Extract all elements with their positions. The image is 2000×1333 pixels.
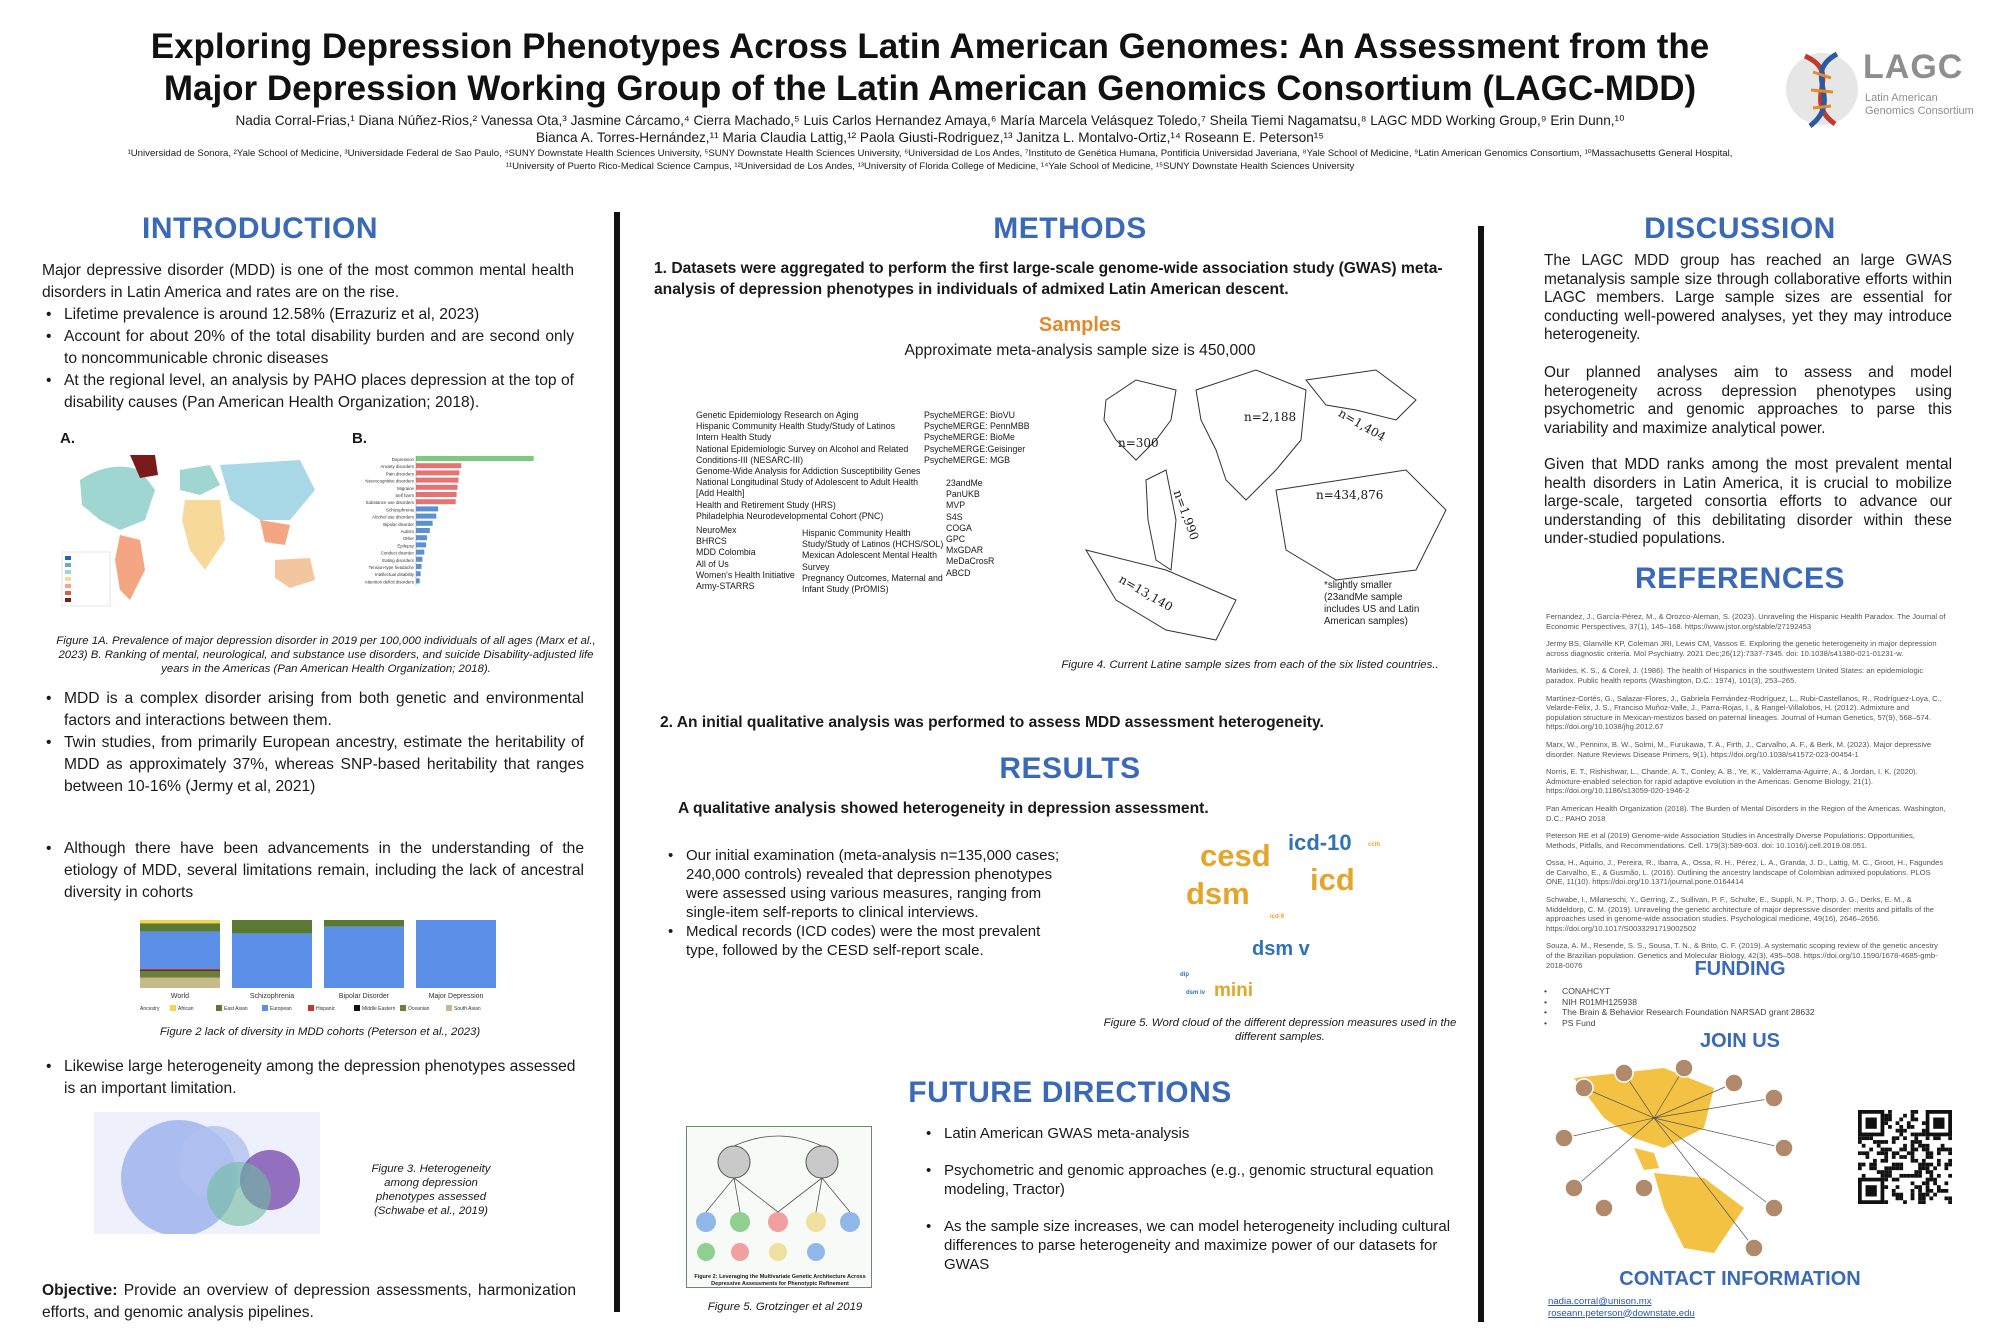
list-item: Intern Health Study [696, 432, 772, 443]
bar-label: Substance use disorders [365, 500, 414, 506]
list-item: • Although there have been advancements in the understanding of the etiology of MDD, several limitations remain, including the lack of ancestral diversity in cohorts [42, 838, 584, 904]
objective [42, 1280, 576, 1324]
authors-line-2: Bianca A. Torres-Hernández,¹¹ Maria Claudia Lattig,¹² Paola Giusti-Rodriguez,¹³ Janitza L. Montalvo-Ortiz,¹⁴ Roseann E. Peterson¹⁵ [536, 130, 1324, 145]
word: dsm v [1252, 938, 1310, 960]
collaborator-network-map [1544, 1058, 1804, 1258]
reference-item: Ossa, H., Aquino, J., Pereira, R., Ibarra, A., Ossa, R. H., Pérez, L. A., Granda, J. D., Lattig, M. C., Groot, H., Fagundes de Carvalho, E., & Gusmão, L. (2016). Outlining the ancestry landscape of Colombian admixed populations. PLOS ONE, 11(10). https://doi.org/10.1371/journal.pone.0164414 [1546, 858, 1944, 887]
list-item: • MDD is a complex disorder arising from both genetic and environmental factors and interactions between them. [42, 688, 584, 732]
funding-list [1540, 986, 1940, 1028]
bar [416, 485, 458, 490]
email-link-1[interactable]: nadia.corral@unison.mx [1548, 1296, 1652, 1307]
list-item: Genetic Epidemiology Research on Aging [696, 410, 859, 420]
stack-segment [324, 920, 404, 927]
references-heading: REFERENCES [1634, 562, 1846, 595]
bar-label: Bipolar disorder [383, 521, 414, 527]
list-item: COGA [946, 522, 972, 533]
word: icd-9 [1270, 914, 1285, 920]
column-divider-right [1478, 226, 1484, 1322]
world-prevalence-map [60, 450, 330, 610]
map-label-pr: n=1,404 [1335, 405, 1389, 445]
bar [416, 499, 456, 504]
list-item: Hispanic Community Health Study/Study of Latinos (HCHS/SOL) [802, 528, 944, 550]
intro-bullets-1 [42, 304, 574, 414]
cohort-list-latam [696, 525, 806, 592]
bar [416, 564, 422, 569]
chile-outline [1146, 470, 1176, 570]
bar [416, 456, 534, 461]
bar [416, 463, 461, 468]
reference-item: Norris, E. T., Rishishwar, L., Chande, A. T., Conley, A. B., Ye, K., Valderrama-Aguirre, A., & Jordan, I. K. (2020). Admixture-enabled selection for rapid adaptive evolution in the Americas. Genome Biology, 21(1). https://doi.org/10.1186/s13059-020-1946-2 [1546, 767, 1918, 796]
list-item: S4S [946, 511, 963, 522]
bar [416, 521, 433, 526]
map-label-colombia: n=300 [1118, 436, 1159, 450]
objective-label: Objective: [42, 1282, 118, 1299]
list-item: 23andMe [946, 478, 983, 488]
intro-para: Major depressive disorder (MDD) is one of the most common mental health disorders in Latin America and rates are on the rise. [42, 262, 574, 301]
map-label-usa: n=434,876 [1316, 488, 1384, 502]
list-item: MxGDAR [946, 545, 984, 556]
list-item: Mexican Adolescent Mental Health Survey [802, 550, 937, 572]
list-item: PanUKB [946, 489, 980, 500]
methods-point-1: 1. Datasets were aggregated to perform the first large-scale genome-wide association study (GWAS) meta-analysis of depression phenotypes in individuals of admixed Latin American descent. [654, 260, 1443, 298]
list-item: BHRCS [696, 536, 727, 547]
list-item: • Psychometric and genomic approaches (e.g., genomic structural equation modeling, Tractor) [922, 1161, 1452, 1199]
qr-code[interactable] [1858, 1110, 1952, 1204]
legend-label: South Asian [454, 1006, 481, 1012]
list-item: • As the sample size increases, we can model heterogeneity including cultural differences to parse heterogeneity and maximize power of our datasets for GWAS [922, 1217, 1452, 1274]
contact-emails [1548, 1296, 1695, 1319]
category-label: Schizophrenia [249, 993, 295, 1000]
bar [416, 514, 436, 519]
bar-label: Autism [400, 529, 414, 534]
logo-name: LAGC [1863, 48, 1964, 86]
list-item: PsycheMERGE: BioVU [924, 410, 1015, 420]
list-item: • Likewise large heterogeneity among the depression phenotypes assessed is an important limitation. [42, 1056, 584, 1100]
legend-swatch [354, 1005, 360, 1011]
legend-swatch [400, 1005, 406, 1011]
objective-text: Provide an overview of depression assessments, harmonization efforts, and genomic analysis pipelines. [42, 1282, 576, 1321]
word: cesd [1200, 838, 1271, 873]
stack-segment [324, 927, 404, 988]
list-item: • Medical records (ICD codes) were the most prevalent type, followed by the CESD self-report scale. [664, 922, 1074, 960]
logo-sub-line-2: Genomics Consortium [1865, 105, 1974, 117]
stack-segment [140, 978, 220, 988]
intro-bullet-3 [42, 838, 584, 904]
legend-swatch [262, 1005, 268, 1011]
list-item: Health and Retirement Study (HRS) [696, 499, 836, 510]
legend-swatch [446, 1005, 452, 1011]
list-item: National Longitudinal Study of Adolescent to Adult Health [Add Health] [696, 477, 919, 499]
bar-label: Alcohol use disorders [372, 514, 414, 520]
future-heading: FUTURE DIRECTIONS [908, 1076, 1232, 1109]
map-label-chile: n=1,990 [1170, 488, 1202, 542]
bar-label: Pain disorders [385, 471, 414, 477]
legend-label: Middle Eastern [362, 1006, 396, 1012]
author-list [60, 112, 1800, 146]
reference-item: Marx, W., Penninx, B. W., Solmi, M., Furukawa, T. A., Firth, J., Carvalho, A. F., & Berk, M. (2023). Major depressive disorder. Nature Reviews Disease Primers, 9(1). https://doi.org/10.1038/s41572-023-00454-1 [1546, 739, 1932, 759]
discussion-heading: DISCUSSION [1644, 212, 1836, 245]
cohort-list-us [696, 410, 936, 522]
fig1-label-b: B. [352, 430, 367, 447]
list-item: Genome-Wide Analysis for Addiction Susceptibility Genes [696, 466, 921, 477]
legend-swatch [216, 1005, 222, 1011]
fig1-caption: Figure 1A. Prevalence of major depression disorder in 2019 per 100,000 individuals of all ages (Marx et al., 2023) B. Ranking of mental, neurological, and substance use disorders, and suicide Disability-adjusted life years in the Americas (Pan American Health Organization; 2018). [56, 635, 596, 675]
word: dsm [1186, 876, 1250, 911]
map-label-mexico: n=13,140 [1116, 571, 1176, 615]
lagc-logo [1785, 44, 1975, 134]
bar-label: Schizophrenia [386, 507, 414, 513]
join-heading: JOIN US [1699, 1030, 1781, 1052]
discussion-para-1: The LAGC MDD group has reached an large GWAS metanalysis sample size through collaborative efforts within LAGC members. Large sample sizes are essential for conducting well-powered analyses, yet they may introduce heterogeneity. [1544, 252, 1952, 344]
reference-item: Peterson RE et al (2019) Genome-wide Association Studies in Ancestrally Diverse Populations: Opportunities, Methods, Pitfalls, and Recommendations. Cell. 179(3):589-603. doi: 10.1016/j.cell.2019.08.051. [1546, 831, 1915, 850]
affiliations: ¹Universidad de Sonora, ²Yale School of Medicine, ³Universidade Federal de Sao Paulo, ⁴SUNY Downstate Health Sciences University, ⁵SUNY Downstate Health Sciences University, ⁶Universidad de Los Andes, ⁷Instituto de Genética Humana, Pontificia Universidad Javeriana, ⁸Yale School of Medicine, ⁹Latin American Genomics Consortium, ¹⁰Massachusetts General Hospital, ¹¹University of Puerto Rico-Medical Science Campus, ¹²Universidad de Los Andes, ¹³University of Florida College of Medicine, ¹⁴Yale School of Medicine, ¹⁵SUNY Downstate Health Sciences University [127, 148, 1733, 172]
list-item: • At the regional level, an analysis by PAHO places depression at the top of disability causes (Pan American Health Organization; 2018). [42, 370, 574, 414]
list-item: • PS Fund [1540, 1018, 1940, 1029]
measures-word-cloud [1180, 830, 1440, 1010]
bar-label: Conduct disorder [380, 550, 414, 556]
list-item: • Account for about 20% of the total disability burden and are second only to noncommunicable chronic diseases [42, 326, 574, 370]
usa-outline [1276, 470, 1446, 580]
intro-bullets-2 [42, 688, 584, 798]
reference-item: Jermy BS, Glanville KP, Coleman JRI, Lewis CM, Vassos E. Exploring the genetic heterogeneity in major depression across diagnostic criteria. Mol Psychiatry. 2021 Dec;26(12):7337-7345. doi: 10.1038/s41380-021-01231-w. [1546, 639, 1937, 658]
ancestry-diversity-chart [140, 920, 500, 1012]
list-item: PsycheMERGE:Geisinger [924, 443, 1026, 454]
bar [416, 571, 421, 576]
bar-label: Tension-type headache [368, 565, 414, 570]
bar-label: Migraine [397, 485, 414, 491]
legend-label: Oceanian [408, 1006, 430, 1012]
list-item: GPC [946, 534, 966, 545]
map-label-brazil: n=2,188 [1244, 410, 1297, 424]
bar-label: Anxiety disorders [380, 464, 414, 470]
future-bullets [922, 1124, 1452, 1274]
legend-swatch [170, 1005, 176, 1011]
reference-item: Souza, A. M., Resende, S. S., Sousa, T. N., & Brito, C. F. (2019). A systematic scoping review of the genetic ancestry of the Brazilian population. Genetics and Molecular Biology, 42(3), 495–508. https://doi.org/10.1590/1678-4685-gmb-2018-0076 [1546, 941, 1938, 970]
list-item: MVP [946, 500, 966, 511]
map-note: *slightly smaller (23andMe sample includes US and Latin American samples) [1324, 580, 1420, 627]
contact-heading: CONTACT INFORMATION [1619, 1268, 1861, 1290]
list-item: MeDaCrosR [946, 556, 995, 567]
word: icd [1310, 862, 1355, 897]
list-item: • Lifetime prevalence is around 12.58% (Errazuriz et al, 2023) [42, 304, 574, 326]
bar [416, 578, 420, 583]
list-item: • The Brain & Behavior Research Foundation NARSAD grant 28632 [1540, 1007, 1940, 1018]
results-subtitle: A qualitative analysis showed heterogeneity in depression assessment. [678, 800, 1209, 817]
category-label: Major Depression [428, 993, 484, 1000]
intro-bullet-4 [42, 1056, 584, 1100]
list-item: Philadelphia Neurodevelopmental Cohort (PNC) [696, 510, 884, 521]
grotzinger-path-diagram [686, 1126, 872, 1288]
stack-segment [140, 969, 220, 970]
stack-segment [416, 920, 496, 988]
legend-label: African [178, 1006, 194, 1012]
list-item: PsycheMERGE: MGB [924, 454, 1011, 465]
list-item: All of Us [696, 558, 729, 569]
logo-subtitle [1865, 92, 1974, 118]
column-divider-left [614, 212, 620, 1312]
results-bullets [664, 846, 1074, 960]
fig4-caption: Figure 4. Current Latine sample sizes from each of the six listed countries.. [1061, 659, 1439, 671]
list-item: • Our initial examination (meta-analysis n=135,000 cases; 240,000 controls) revealed that depression phenotypes were assessed using various measures, ranging from single-item self-reports to clinical interviews. [664, 846, 1074, 922]
list-item: • Twin studies, from primarily European ancestry, estimate the heritability of MDD as approximately 37%, whereas SNP-based heritability that ranges between 10-16% (Jermy et al, 2021) [42, 732, 584, 798]
bar [416, 528, 430, 533]
discussion-para-2: Our planned analyses aim to assess and model heterogeneity across depression phenotypes using psychometric and genomic approaches to parse this variability and maximize analytical power. [1544, 364, 1952, 437]
heterogeneity-venn-diagram [94, 1112, 320, 1234]
list-item: Pregnancy Outcomes, Maternal and Infant Study (PrOMIS) [802, 572, 943, 595]
legend-title: Ancestry [140, 1006, 160, 1012]
brazil-outline [1196, 370, 1306, 500]
future-fig-caption: Figure 5. Grotzinger et al 2019 [707, 1301, 863, 1313]
bar-label: Neurocognitive disorders [365, 478, 414, 484]
cohort-list-mid [802, 528, 944, 595]
helix-icon [1785, 44, 1859, 134]
samples-subtitle: Approximate meta-analysis sample size is 450,000 [904, 342, 1256, 359]
stack-segment [140, 970, 220, 971]
bar [416, 550, 424, 555]
word: dip [1180, 972, 1189, 978]
category-label: Bipolar Disorder [338, 993, 390, 1000]
list-item: Army-STARRS [696, 581, 755, 592]
bar-label: Eating disorders [382, 557, 414, 563]
bar [416, 506, 438, 511]
list-item: • CONAHCYT [1540, 986, 1940, 997]
bar-label: Intellectual disability [374, 572, 414, 578]
fig2-caption: Figure 2 lack of diversity in MDD cohorts (Peterson et al., 2023) [159, 1026, 481, 1038]
bar-label: Epilepsy [397, 543, 414, 549]
list-item: PsycheMERGE: BioMe [924, 432, 1015, 443]
bar-label: Attention deficit disorders [364, 579, 414, 585]
list-item: • NIH R01MH125938 [1540, 997, 1940, 1008]
cohort-list-other [946, 478, 1026, 579]
diagram-caption: Figure 2: Leveraging the Multivariate Genetic Architecture Across Depressive Assessments for Phenotypic Refinement [694, 1274, 866, 1287]
fig1-label-a: A. [60, 430, 75, 447]
word: mini [1214, 980, 1254, 1001]
samples-title: Samples [1038, 314, 1122, 336]
legend-label: East Asian [224, 1006, 248, 1012]
stack-segment [140, 971, 220, 978]
stack-segment [140, 923, 220, 931]
stack-segment [140, 920, 220, 923]
bar [416, 557, 422, 562]
list-item: PsycheMERGE: PennMBB [924, 421, 1030, 432]
email-link-2[interactable]: roseann.peterson@downstate.edu [1548, 1307, 1695, 1319]
discussion-para-3: Given that MDD ranks among the most prevalent mental health disorders in Latin America, it is crucial to mobilize large-scale, targeted consortia efforts to advance our understanding of this debilitating disorder within these under-studied populations. [1544, 456, 1952, 548]
list-item: MDD Colombia [696, 547, 756, 558]
bar [416, 535, 427, 540]
stack-segment [232, 920, 312, 934]
poster-title [80, 26, 1780, 110]
bar [416, 542, 426, 547]
reference-item: Markides, K. S., & Coreil, J. (1986). The health of Hispanics in the southwestern United States: an epidemiologic paradox. Public health reports (Washington, D.C.: 1974), 101(3), 253–265. [1546, 666, 1924, 685]
legend-label: Hispanic [316, 1006, 336, 1012]
reference-item: Schwabe, I., Milaneschi, Y., Gerring, Z., Sullivan, P. F., Schulte, E., Suppli, N. P., Thorp, J. G., Derks, E. M., & Middeldorp, C. M. (2019). Unraveling the genetic architecture of major depressive disorder: merits and pitfalls of the approaches used in genome-wide association studies. Psychological medicine, 49(16), 2646–2656. https://doi.org/10.1017/S0033291719002502 [1546, 895, 1934, 933]
category-label: World [170, 993, 190, 1000]
reference-item: Pan American Health Organization (2018). The Burden of Mental Disorders in the Region of the Americas. Washington, D.C.: PAHO 2018 [1546, 803, 1946, 823]
word: ccih [1368, 842, 1381, 848]
bar-label: Other [403, 536, 414, 542]
cohort-list-psychemerge [924, 410, 1034, 466]
reference-item: Fernandez, J., García-Pérez, M., & Orozco-Aleman, S. (2023). Unraveling the Hispanic Health Paradox. The Journal of Economic Perspectives, 37(1), 145–168. https://www.jstor.org/stable/27192453 [1546, 612, 1946, 631]
stack-segment [140, 932, 220, 969]
fig3-caption: Figure 3. Heterogeneity among depression phenotypes assessed (Schwabe et al., 2019) [371, 1163, 491, 1217]
introduction-heading: INTRODUCTION [142, 212, 378, 245]
title-line-2: Major Depression Working Group of the Latin American Genomics Consortium (LAGC-MDD) [163, 69, 1697, 108]
authors-line-1: Nadia Corral-Frias,¹ Diana Núñez-Rios,² Vanessa Ota,³ Jasmine Cárcamo,⁴ Cierra Machado,⁵ Luis Carlos Hernandez Amaya,⁶ María Marcela Velásquez Toledo,⁷ Sheila Tiemi Nagamatsu,⁸ LAGC MDD Working Group,⁹ Erin Dunn,¹⁰ [235, 113, 1625, 128]
bar-label: Depression [391, 457, 414, 462]
bar [416, 492, 457, 497]
disability-ranking-chart [356, 454, 556, 604]
bar [416, 470, 459, 475]
fig5-caption: Figure 5. Word cloud of the different depression measures used in the different samples. [1103, 1017, 1457, 1043]
methods-heading: METHODS [993, 212, 1147, 245]
list-item: NeuroMex [696, 525, 737, 535]
list-item: National Epidemiologic Survey on Alcohol and Related Conditions-III (NESARC-III) [696, 443, 909, 465]
list-item: • Latin American GWAS meta-analysis [922, 1124, 1452, 1143]
legend-swatch [308, 1005, 314, 1011]
stack-segment [232, 934, 312, 988]
logo-sub-line-1: Latin American [1865, 92, 1938, 104]
funding-heading: FUNDING [1694, 958, 1786, 980]
bar-label: Self harm [395, 493, 414, 498]
word: icd-10 [1288, 830, 1352, 855]
list-item: Hispanic Community Health Study/Study of Latinos [696, 421, 896, 432]
bar [416, 478, 458, 483]
list-item: Women's Health Initiative [696, 569, 795, 580]
results-heading: RESULTS [999, 752, 1141, 785]
reference-item: Martínez-Cortés, G., Salazar-Flores, J., Gabriela Fernández-Rodríguez, L., Rubi-Castellanos, R., Rodríguez-Loya, C., Velarde-Félix, J. S., Franciso Muñoz-Valle, J., Parra-Rojas, I., & Rangel-Villalobos, H. (2012). Admixture and population structure in Mexican-mestizos based on paternal lineages. Journal of Human Genetics, 57(9), 568–574. https://doi.org/10.1038/jhg.2012.67 [1546, 693, 1942, 732]
list-item: ABCD [946, 567, 971, 578]
word: dsm iv [1186, 990, 1206, 996]
title-line-1: Exploring Depression Phenotypes Across Latin American Genomes: An Assessment from the [150, 27, 1710, 66]
puerto-rico-outline [1306, 370, 1416, 420]
methods-point-2: 2. An initial qualitative analysis was performed to assess MDD assessment heterogeneity. [660, 714, 1324, 731]
legend-label: European [270, 1006, 292, 1012]
reference-list [1546, 612, 1946, 978]
